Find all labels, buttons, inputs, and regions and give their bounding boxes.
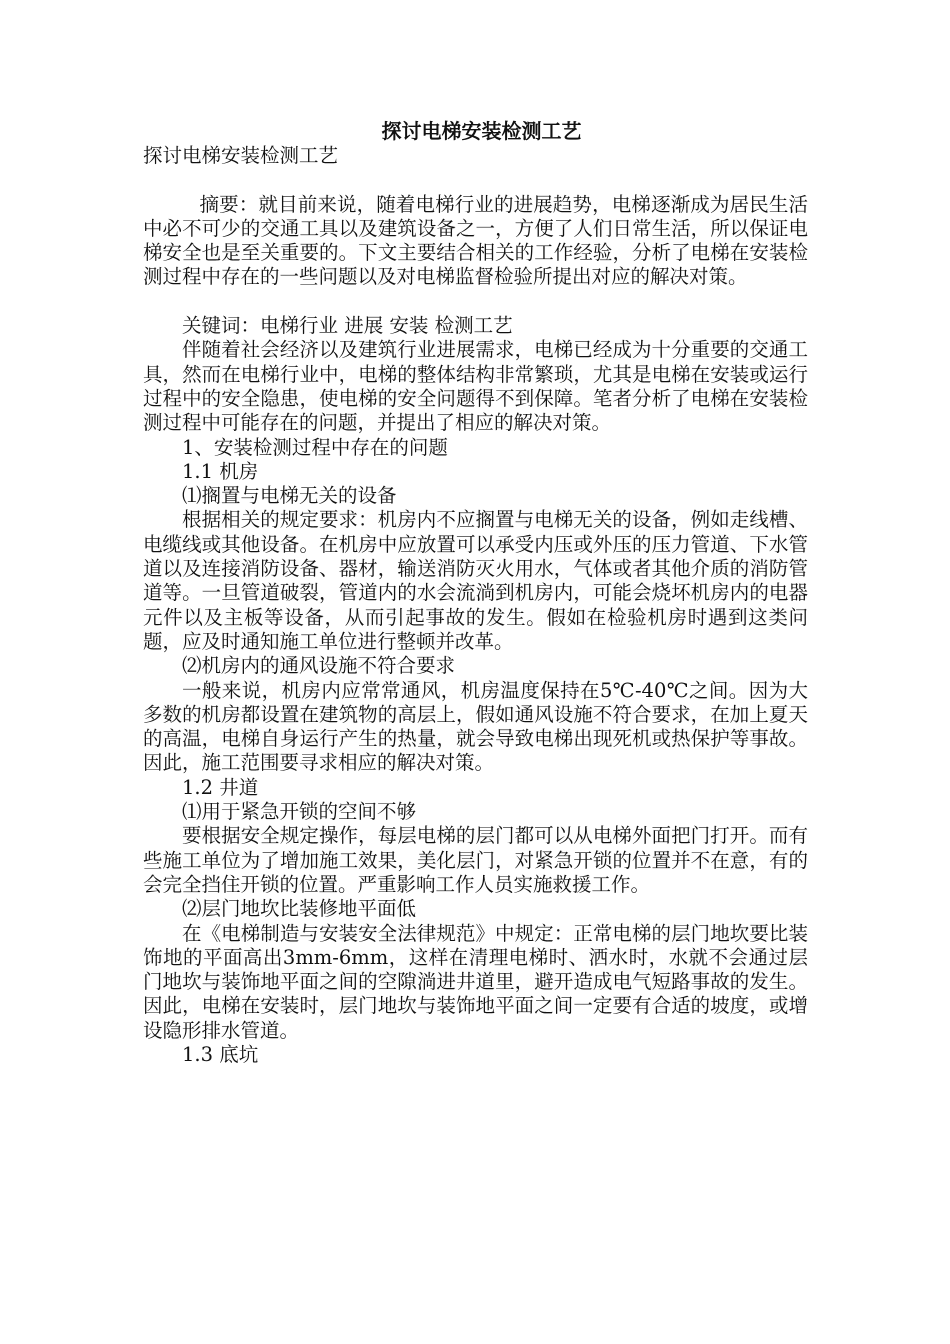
section-1-2-heading: 1.2 井道: [182, 775, 259, 799]
section-1-1-heading: 1.1 机房: [182, 459, 259, 483]
document-title: 探讨电梯安装检测工艺: [381, 119, 582, 143]
section-1-2-item-1-heading: ⑴用于紧急开锁的空间不够: [182, 800, 417, 824]
section-1-3-heading: 1.3 底坑: [182, 1042, 259, 1066]
section-1-2-item-1-text: 要根据安全规定操作，每层电梯的层门都可以从电梯外面把门打开。而有些施工单位为了增加施工效果，美化层门，对紧急开锁的位置并不在意，有的会完全挡住开锁的位置。严重影响工作人员实施救援工作。: [143, 824, 808, 896]
abstract-paragraph: 摘要：就目前来说，随着电梯行业的进展趋势，电梯逐渐成为居民生活中必不可少的交通工具以及建筑设备之一，方便了人们日常生活，所以保证电梯安全也是至关重要的。下文主要结合相关的工作经验，分析了电梯在安装检测过程中存在的一些问题以及对电梯监督检验所提出对应的解决对策。: [143, 192, 808, 289]
blank-line: [143, 168, 808, 192]
section-1-1-item-1-heading: ⑴搁置与电梯无关的设备: [182, 484, 397, 508]
section-1-2-item-2-text: 在《电梯制造与安装安全法律规范》中规定：正常电梯的层门地坎要比装饰地的平面高出3mm-6mm，这样在清理电梯时、洒水时，水就不会通过层门地坎与装饰地平面之间的空隙淌进井道里，避开造成电气短路事故的发生。因此，电梯在安装时，层门地坎与装饰地平面之间一定要有合适的坡度，或增设隐形排水管道。: [143, 921, 808, 1042]
section-1-heading: 1、安装检测过程中存在的问题: [182, 435, 448, 459]
section-1-1-item-2-heading: ⑵机房内的通风设施不符合要求: [182, 654, 456, 678]
document-subtitle: 探讨电梯安装检测工艺: [143, 144, 339, 167]
section-1-1-item-2-text: 一般来说，机房内应常常通风，机房温度保持在5℃-40℃之间。因为大多数的机房都设置在建筑物的高层上，假如通风设施不符合要求，在加上夏天的高温，电梯自身运行产生的热量，就会导致电梯出现死机或热保护等事故。因此，施工范围要寻求相应的解决对策。: [143, 678, 808, 775]
keywords-line: 关键词：电梯行业 进展 安装 检测工艺: [182, 314, 513, 338]
section-1-2-item-2-heading: ⑵层门地坎比装修地平面低: [182, 897, 417, 921]
blank-line: [143, 290, 808, 314]
section-1-1-item-1-text: 根据相关的规定要求：机房内不应搁置与电梯无关的设备，例如走线槽、电缆线或其他设备。在机房中应放置可以承受内压或外压的压力管道、下水管道以及连接消防设备、器材，输送消防灭火用水，气体或者其他介质的消防管道等。一旦管道破裂，管道内的水会流淌到机房内，可能会烧坏机房内的电器元件以及主板等设备，从而引起事故的发生。假如在检验机房时遇到这类问题，应及时通知施工单位进行整顿并改革。: [143, 508, 808, 653]
intro-paragraph: 伴随着社会经济以及建筑行业进展需求，电梯已经成为十分重要的交通工具，然而在电梯行业中，电梯的整体结构非常繁琐，尤其是电梯在安装或运行过程中的安全隐患，使电梯的安全问题得不到保障。笔者分析了电梯在安装检测过程中可能存在的问题，并提出了相应的解决对策。: [143, 338, 808, 435]
document-page: [143, 118, 808, 1067]
